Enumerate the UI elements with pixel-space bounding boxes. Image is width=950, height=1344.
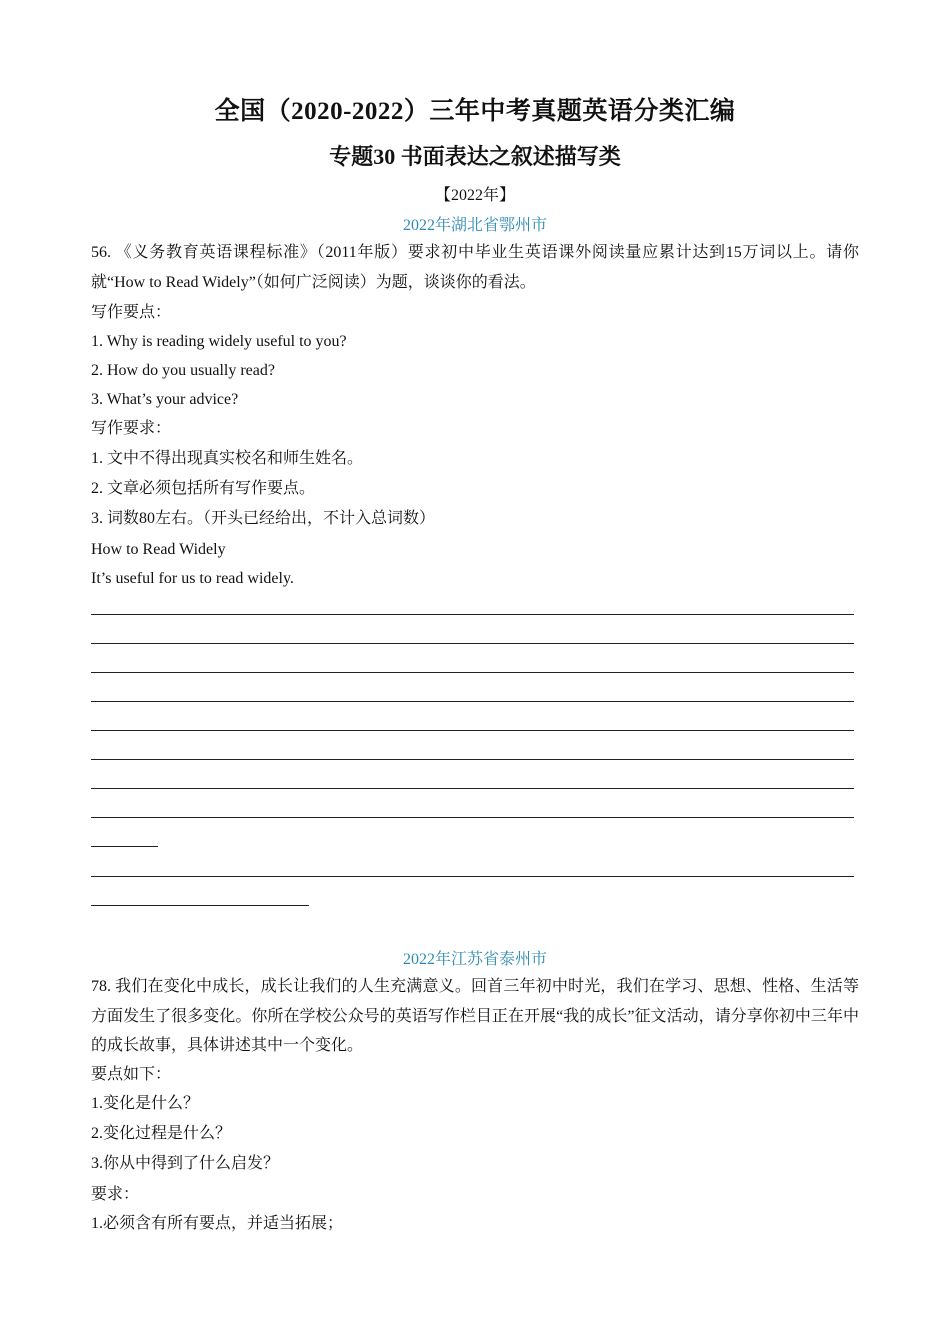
answer-line-short[interactable] — [91, 846, 158, 847]
essay-start: It’s useful for us to read widely. — [91, 570, 294, 587]
point-item: 3. What’s your advice? — [91, 391, 239, 408]
answer-line[interactable] — [91, 643, 854, 644]
answer-line[interactable] — [91, 876, 854, 877]
section-heading-ezhou: 2022年湖北省鄂州市 — [402, 217, 547, 234]
point-item: 2. How do you usually read? — [91, 362, 275, 379]
answer-line[interactable] — [91, 730, 854, 731]
page-subtitle: 专题30 书面表达之叙述描写类 — [329, 144, 621, 169]
answer-line[interactable] — [91, 614, 854, 615]
section-heading-taizhou: 2022年江苏省泰州市 — [402, 951, 547, 968]
points-label: 写作要点： — [91, 304, 172, 321]
requirements-label: 写作要求： — [91, 420, 172, 437]
answer-line[interactable] — [91, 759, 854, 760]
requirement-item: 1. 文中不得出现真实校名和师生姓名。 — [91, 450, 364, 467]
requirement-item: 2. 文章必须包括所有写作要点。 — [91, 480, 316, 497]
answer-line[interactable] — [91, 817, 854, 818]
point-item: 2.变化过程是什么？ — [91, 1125, 232, 1142]
requirements-label: 要求： — [91, 1186, 140, 1203]
answer-line-short[interactable] — [91, 905, 309, 906]
point-item: 1.变化是什么？ — [91, 1095, 200, 1112]
essay-title: How to Read Widely — [91, 541, 226, 558]
answer-line[interactable] — [91, 788, 854, 789]
requirement-item: 1.必须含有所有要点，并适当拓展； — [91, 1215, 344, 1232]
point-item: 1. Why is reading widely useful to you? — [91, 333, 347, 350]
year-mark: 【2022年】 — [434, 187, 515, 204]
requirement-item: 3. 词数80左右。（开头已经给出，不计入总词数） — [91, 510, 436, 527]
page-title: 全国（2020-2022）三年中考真题英语分类汇编 — [214, 98, 736, 125]
answer-line[interactable] — [91, 672, 854, 673]
points-label: 要点如下： — [91, 1066, 172, 1083]
answer-line[interactable] — [91, 701, 854, 702]
question-78: 78. 我们在变化中成长，成长让我们的人生充满意义。回首三年初中时光，我们在学习、思想、性格、生活等方面发生了很多变化。你所在学校公众号的英语写作栏目正在开展“我的成长”征文活动，请分享你初中三年中的成长故事，具体讲述其中一个变化。 — [91, 978, 859, 1054]
question-56: 56. 《义务教育英语课程标准》（2011年版）要求初中毕业生英语课外阅读量应累计达到15万词以上。请你就“How to Read Widely”（如何广泛阅读）为题，谈谈你的看法。 — [91, 244, 859, 291]
point-item: 3.你从中得到了什么启发？ — [91, 1155, 280, 1172]
